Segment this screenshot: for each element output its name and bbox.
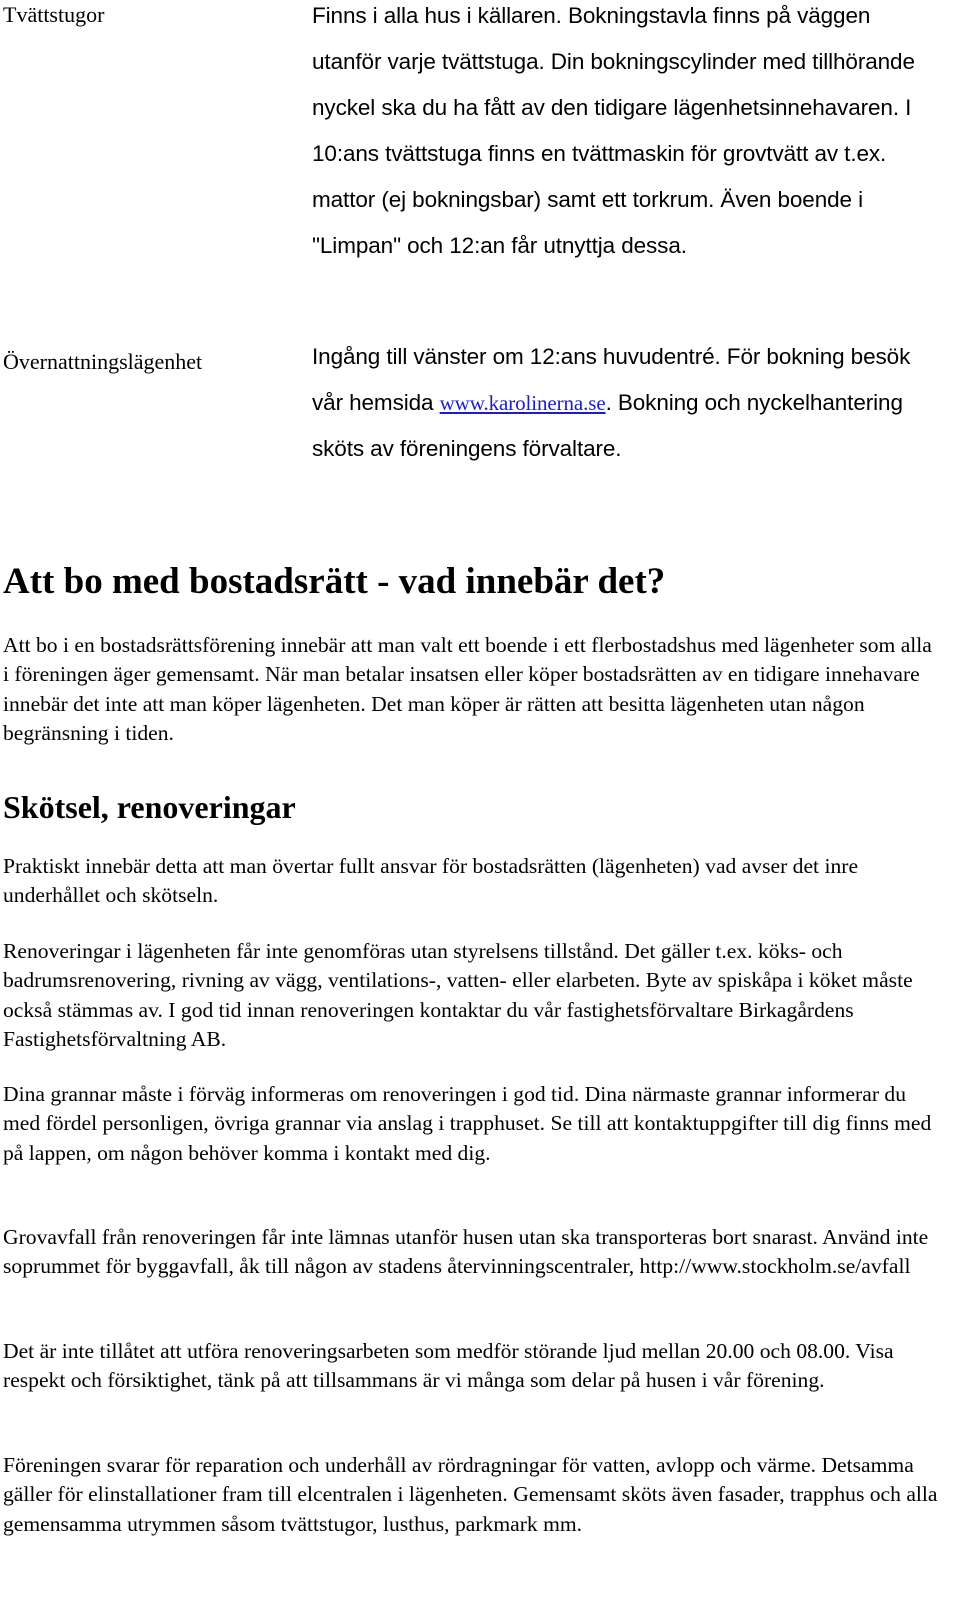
paragraph: Dina grannar måste i förväg informeras om renoveringen i god tid. Dina närmaste grannar informerar du med fördel personligen, övriga grannar via anslag i trapphuset. Se till att kontaktuppgifter till dig finns med på lappen, om någon behöver komma i kontakt med dig. [3,1082,932,1165]
info-row-tvattstugor [0,0,960,269]
info-label: Övernattningslägenhet [3,349,203,374]
info-text: Finns i alla hus i källaren. Bokningstavla finns på väggen utanför varje tvättstuga. Din bokningscylinder med tillhörande nyckel ska du ha fått av den tidigare lägenhetsinnehavaren. I 10:ans tvättstuga finns en tvättmaskin för grovtvätt av t.ex. mattor (ej bokningsbar) samt ett torkrum. Även boende i "Limpan" och 12:an får utnyttja dessa. [312,3,915,258]
paragraph: Det är inte tillåtet att utföra renoveringsarbeten som medför störande ljud mellan 20.00 och 08.00. Visa respekt och försiktighet, tänk på att tillsammans är vi många som delar på husen i vår förening. [3,1339,894,1393]
section-heading-bostadsratt: Att bo med bostadsrätt - vad innebär det? [3,561,666,602]
section-heading-skotsel: Skötsel, renoveringar [3,789,296,825]
info-text [312,334,927,472]
info-text-part: . Bokning och nyckelhantering sköts av föreningens förvaltare. [312,390,903,461]
paragraph: Föreningen svarar för reparation och underhåll av rördragningar för vatten, avlopp och värme. Detsamma gäller för elinstallationer fram till elcentralen i lägenheten. Gemensamt sköts även fasader, trapphus och alla gemensamma utrymmen såsom tvättstugor, lusthus, parkmark mm. [3,1453,938,1536]
paragraph: Praktiskt innebär detta att man övertar fullt ansvar för bostadsrätten (lägenheten) vad avser det inre underhållet och skötseln. [3,854,859,908]
info-text-part: Ingång till vänster om 12:ans huvudentré. För bokning besök vår hemsida [312,344,911,415]
website-link[interactable]: www.karolinerna.se [439,391,606,415]
paragraph: Renoveringar i lägenheten får inte genomföras utan styrelsens tillstånd. Det gäller t.ex. köks- och badrumsrenovering, rivning av vägg, ventilations-, vatten- eller elarbeten. Byte av spiskåpa i köket måste också stämmas av. I god tid innan renoveringen kontaktar du vår fastighetsförvaltare Birkagårdens Fastighetsförvaltning AB. [3,939,913,1052]
paragraph: Grovavfall från renoveringen får inte lämnas utanför husen utan ska transporteras bort snarast. Använd inte soprummet för byggavfall, åk till någon av stadens återvinningscentraler, http://www.stockholm.se/avfall [3,1225,929,1279]
info-row-overnattningslagenhet [0,334,960,472]
paragraph-bostadsratt: Att bo i en bostadsrättsförening innebär att man valt ett boende i ett flerbostadshus med lägenheter som alla i föreningen äger gemensamt. När man betalar insatsen eller köper bostadsrätten av en tidigare innehavare innebär det inte att man köper lägenheten. Det man köper är rätten att besitta lägenheten utan någon begränsning i tiden. [3,633,932,746]
info-label: Tvättstugor [3,2,105,27]
